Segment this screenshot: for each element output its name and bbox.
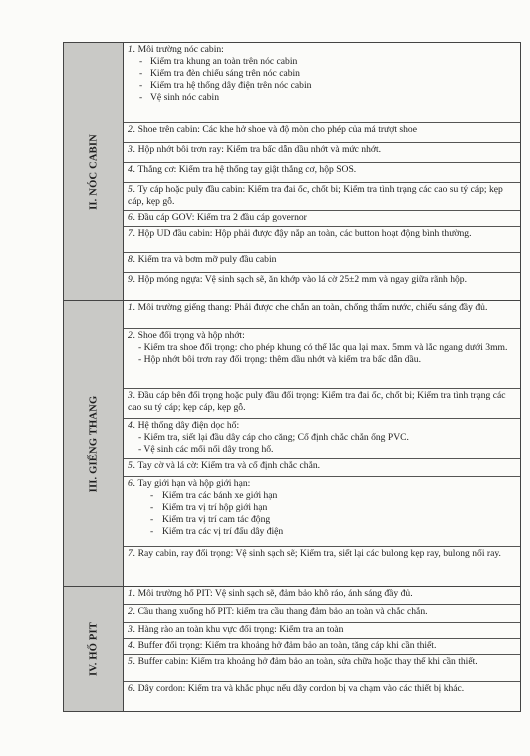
section-label-text: III. GIẾNG THANG [88,395,99,492]
section-label-text: II. NÓC CABIN [88,133,99,210]
item-number: 2. [128,606,136,617]
item-number: 3. [128,390,136,401]
section-noc-cabin [64,43,520,301]
checklist-item [124,183,520,211]
item-text: Cầu thang xuống hố PIT: kiểm tra cầu thang đảm bảo an toàn và chắc chắn. [137,606,428,617]
item-number: 2. [128,330,136,341]
item-number: 5. [128,184,136,195]
item-number: 5. [128,460,136,471]
item-number: 1. [128,588,136,599]
checklist-item [124,547,520,586]
section-label [64,43,124,300]
item-number: 6. [128,212,136,223]
sub-line: - Kiểm tra shoe đối trọng: cho phép khung có thể lắc qua lại max. 5mm và lắc ngang dưới 3mm. [138,341,508,353]
section-gieng-thang [64,301,520,587]
sub-item: - Kiểm tra vị trí cam tác động [128,514,516,526]
section-rows [124,43,520,300]
checklist-item [124,211,520,227]
item-text: Tay cờ và lá cờ: Kiểm tra và cố định chắc chắn. [137,460,321,471]
section-ho-pit [64,587,520,711]
checklist-item [124,143,520,163]
checklist-item [124,587,520,605]
item-number: 6. [128,478,136,489]
item-text: Môi trường nóc cabin: [137,44,224,55]
checklist-item [124,623,520,639]
checklist-item [124,329,520,389]
item-text: Thắng cơ: Kiểm tra hệ thống tay giật thắng cơ, hộp SOS. [137,164,357,175]
item-number: 1. [128,302,136,313]
checklist-item [124,655,520,682]
checklist-item [124,273,520,300]
item-text: Hàng rào an toàn khu vực đối trọng: Kiểm tra an toàn [137,624,344,635]
item-number: 7. [128,228,136,239]
item-text: Đầu cáp bên đối trọng hoặc puly đầu đối trọng: Kiểm tra đai ốc, chốt bi; Kiểm tra tình trạng các cao su tý cáp; kẹp cáp, kẹp gỗ. [128,390,506,413]
item-text: Shoe trên cabin: Các khe hở shoe và độ mòn cho phép của má trượt shoe [137,124,417,135]
item-text: Hộp nhớt bôi trơn ray: Kiểm tra bấc dẫn dầu nhớt và mức nhớt. [137,144,382,155]
item-text: Buffer cabin: Kiểm tra khoảng hở đảm bảo an toàn, sửa chữa hoặc thay thế khi cần thiết. [137,656,478,667]
item-number: 4. [128,420,136,431]
checklist-item [124,123,520,143]
checklist-item [124,163,520,183]
item-number: 8. [128,254,136,265]
checklist-item [124,253,520,273]
item-text: Hộp UD đầu cabin: Hộp phải được đậy nắp an toàn, các button hoạt động bình thường. [137,228,472,239]
item-text: Tay giới hạn và hộp giới hạn: [137,478,251,489]
checklist-item [124,605,520,623]
checklist-table [63,42,521,712]
item-number: 4. [128,164,136,175]
item-number: 3. [128,624,136,635]
section-rows [124,301,520,586]
checklist-item [124,301,520,329]
item-text: Hệ thống dây điện dọc hố: [137,420,240,431]
item-text: Shoe đối trọng và hộp nhớt: [137,330,245,341]
sub-item: - Kiểm tra vị trí hộp giới hạn [128,502,516,514]
section-label [64,301,124,586]
item-text: Đầu cáp GOV: Kiểm tra 2 đầu cáp governor [137,212,307,223]
checklist-item [124,477,520,547]
checklist-item [124,43,520,123]
checklist-item [124,419,520,459]
item-number: 2. [128,124,136,135]
item-number: 1. [128,44,136,55]
checklist-item [124,389,520,419]
section-label [64,587,124,711]
sub-item: - Kiểm tra các vị trí đấu dây điện [128,526,516,538]
sub-line: - Kiểm tra, siết lại đầu dây cáp cho căng; Cố định chắc chắn ống PVC. [138,431,409,443]
sub-item: - Kiểm tra các bánh xe giới hạn [128,490,516,502]
section-label-text: IV. HỐ PIT [88,621,99,677]
item-text: Kiểm tra và bơm mỡ puly đầu cabin [137,254,277,265]
sub-line: - Hộp nhớt bôi trơn ray đối trọng: thêm dầu nhớt và kiểm tra bấc dẫn dầu. [138,353,421,365]
item-text: Hộp móng ngựa: Vệ sinh sạch sẽ, ăn khớp vào lá cờ 25±2 mm và ngay giữa rãnh hộp. [137,274,467,285]
item-text: Môi trường hố PIT: Vệ sinh sạch sẽ, đảm bảo khô ráo, ánh sáng đầy đủ. [137,588,413,599]
item-text: Môi trường giếng thang: Phải được che chắn an toàn, chống thấm nước, chiếu sáng đầy đủ. [137,302,488,313]
item-number: 9. [128,274,136,285]
item-number: 4. [128,640,136,651]
item-text: Buffer đối trọng: Kiểm tra khoảng hở đảm bảo an toàn, tăng cáp khi cần thiết. [137,640,437,651]
sub-item: - Kiểm tra đèn chiếu sáng trên nóc cabin [128,68,516,80]
sub-line: - Vệ sinh các mối nối dây trong hố. [138,443,274,455]
checklist-item [124,227,520,253]
item-number: 5. [128,656,136,667]
checklist-item [124,459,520,477]
sub-item: - Kiểm tra hệ thống dây điện trên nóc cabin [128,80,516,92]
item-text: Ray cabin, ray đối trọng: Vệ sinh sạch sẽ; Kiểm tra, siết lại các bulong kẹp ray, bulong nối ray. [137,548,501,559]
checklist-item [124,639,520,655]
checklist-item [124,682,520,711]
item-text: Ty cáp hoặc puly đầu cabin: Kiểm tra đai ốc, chốt bi; Kiểm tra tình trạng các cao su tý cáp; kẹp cáp, kẹp gỗ. [128,184,503,207]
item-text: Dây cordon: Kiểm tra và khắc phục nếu dây cordon bị va chạm vào các thiết bị khác. [137,683,465,694]
section-rows [124,587,520,711]
sub-item: - Vệ sinh nóc cabin [128,92,516,104]
item-number: 3. [128,144,136,155]
item-number: 6. [128,683,136,694]
sub-item: - Kiểm tra khung an toàn trên nóc cabin [128,56,516,68]
item-number: 7. [128,548,136,559]
